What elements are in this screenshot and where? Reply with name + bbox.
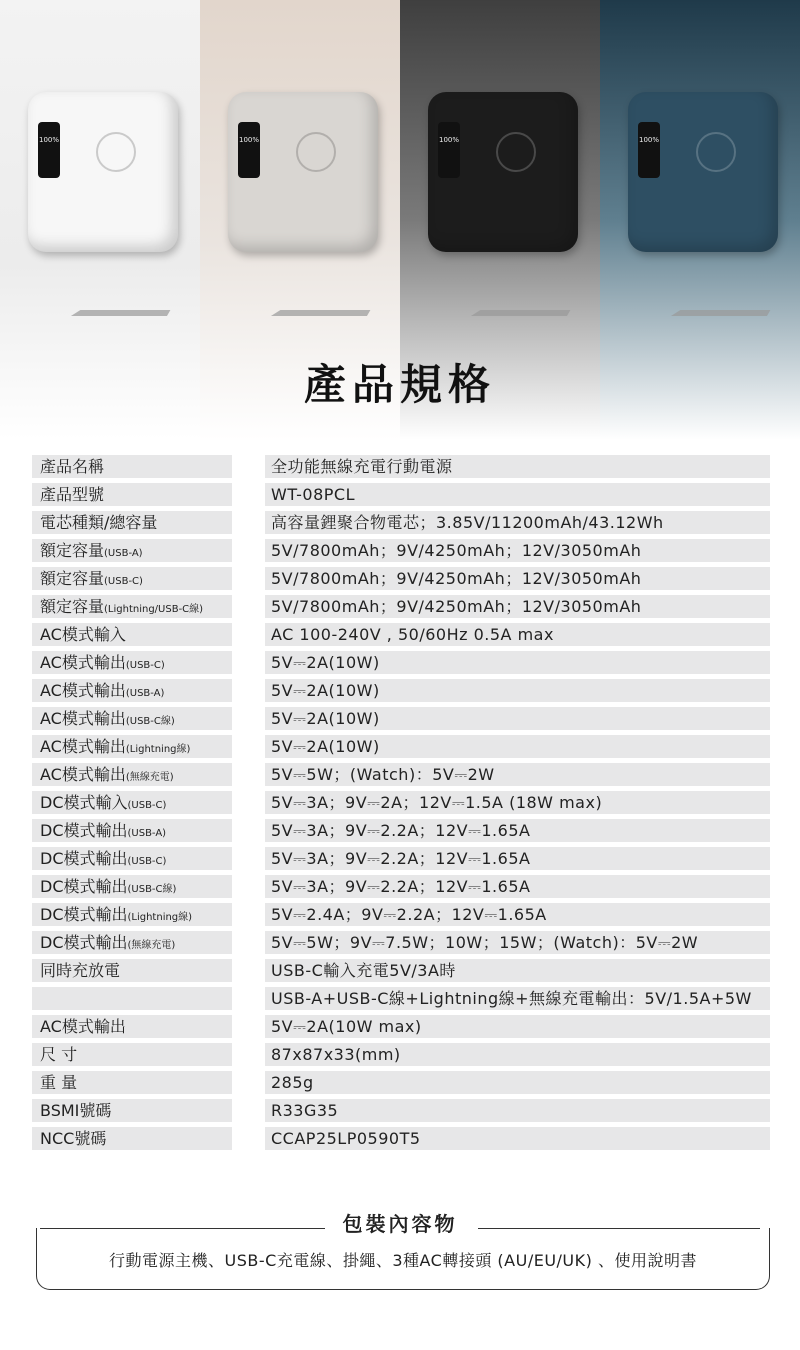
spec-label: DC模式輸入 bbox=[40, 793, 128, 812]
spec-value: 全功能無線充電行動電源 bbox=[265, 455, 770, 478]
spec-gap bbox=[232, 1099, 265, 1122]
spec-label-cell bbox=[32, 735, 232, 758]
spec-gap bbox=[232, 455, 265, 478]
spec-label: 同時充放電 bbox=[40, 961, 121, 980]
spec-label: BSMI號碼 bbox=[40, 1101, 112, 1120]
spec-value: 5V⎓2.4A；9V⎓2.2A；12V⎓1.65A bbox=[265, 903, 770, 926]
spec-row bbox=[32, 903, 770, 926]
spec-row bbox=[32, 1099, 770, 1122]
spec-label-cell bbox=[32, 903, 232, 926]
spec-label-sub: (無線充電) bbox=[125, 772, 174, 783]
spec-label: 額定容量 bbox=[40, 569, 105, 588]
spec-label-cell bbox=[32, 539, 232, 562]
spec-row bbox=[32, 735, 770, 758]
spec-label-cell bbox=[32, 959, 232, 982]
spec-value: 5V⎓3A；9V⎓2A；12V⎓1.5A (18W max) bbox=[265, 791, 770, 814]
spec-label-cell bbox=[32, 931, 232, 954]
spec-value: 87x87x33(mm) bbox=[265, 1043, 770, 1066]
spec-label: DC模式輸出 bbox=[40, 905, 128, 924]
spec-label: DC模式輸出 bbox=[40, 821, 128, 840]
spec-label-sub: (USB-A) bbox=[104, 548, 143, 559]
spec-gap bbox=[232, 511, 265, 534]
spec-label-cell bbox=[32, 483, 232, 506]
spec-value: 5V⎓2A(10W max) bbox=[265, 1015, 770, 1038]
spec-label: 尺 寸 bbox=[40, 1045, 78, 1064]
spec-row bbox=[32, 511, 770, 534]
spec-row bbox=[32, 959, 770, 982]
spec-value: 5V/7800mAh；9V/4250mAh；12V/3050mAh bbox=[265, 567, 770, 590]
spec-value: 5V/7800mAh；9V/4250mAh；12V/3050mAh bbox=[265, 595, 770, 618]
power-bank-image-black bbox=[428, 92, 578, 252]
spec-gap bbox=[232, 987, 265, 1010]
spec-label: 重 量 bbox=[40, 1073, 78, 1092]
spec-label: AC模式輸出 bbox=[40, 653, 126, 672]
spec-value: R33G35 bbox=[265, 1099, 770, 1122]
spec-label-cell bbox=[32, 623, 232, 646]
spec-value: 5V⎓2A(10W) bbox=[265, 707, 770, 730]
spec-label: 額定容量 bbox=[40, 597, 105, 616]
spec-value: 5V⎓5W；(Watch)：5V⎓2W bbox=[265, 763, 770, 786]
spec-label-cell bbox=[32, 707, 232, 730]
spec-gap bbox=[232, 763, 265, 786]
spec-label-cell bbox=[32, 791, 232, 814]
spec-value: USB-A+USB-C線+Lightning線+無線充電輸出：5V/1.5A+5W bbox=[265, 987, 770, 1010]
spec-gap bbox=[232, 1127, 265, 1150]
spec-label: 電芯種類/總容量 bbox=[40, 513, 158, 532]
spec-gap bbox=[232, 959, 265, 982]
spec-label-cell bbox=[32, 651, 232, 674]
spec-label-cell bbox=[32, 455, 232, 478]
spec-gap bbox=[232, 539, 265, 562]
spec-gap bbox=[232, 791, 265, 814]
spec-gap bbox=[232, 1043, 265, 1066]
spec-row bbox=[32, 875, 770, 898]
spec-gap bbox=[232, 847, 265, 870]
spec-value: 高容量鋰聚合物電芯；3.85V/11200mAh/43.12Wh bbox=[265, 511, 770, 534]
spec-row bbox=[32, 1015, 770, 1038]
spec-label-sub: (USB-C線) bbox=[125, 716, 175, 727]
spec-gap bbox=[232, 735, 265, 758]
spec-label-cell bbox=[32, 847, 232, 870]
spec-row bbox=[32, 707, 770, 730]
spec-row bbox=[32, 539, 770, 562]
spec-gap bbox=[232, 595, 265, 618]
battery-display: 100% bbox=[38, 122, 60, 178]
spec-label-sub: (Lightning線) bbox=[127, 912, 193, 923]
spec-gap bbox=[232, 623, 265, 646]
page-title: 產品規格 bbox=[303, 360, 496, 409]
spec-gap bbox=[232, 931, 265, 954]
spec-row bbox=[32, 455, 770, 478]
spec-value: WT-08PCL bbox=[265, 483, 770, 506]
spec-gap bbox=[232, 483, 265, 506]
spec-label-cell bbox=[32, 819, 232, 842]
spec-row bbox=[32, 847, 770, 870]
spec-value: USB-C輸入充電5V/3A時 bbox=[265, 959, 770, 982]
spec-label-cell bbox=[32, 1099, 232, 1122]
spec-label: AC模式輸出 bbox=[40, 681, 126, 700]
spec-label: 產品型號 bbox=[40, 485, 105, 504]
spec-label-cell bbox=[32, 1015, 232, 1038]
battery-display: 100% bbox=[238, 122, 260, 178]
spec-label-cell bbox=[32, 875, 232, 898]
wireless-charger-icon bbox=[696, 132, 736, 172]
cable-image bbox=[71, 250, 205, 316]
spec-value: 5V⎓2A(10W) bbox=[265, 735, 770, 758]
spec-gap bbox=[232, 1071, 265, 1094]
spec-label-sub: (USB-A) bbox=[127, 828, 167, 839]
spec-value: 5V/7800mAh；9V/4250mAh；12V/3050mAh bbox=[265, 539, 770, 562]
cable-image bbox=[671, 250, 800, 316]
power-bank-image-blue bbox=[628, 92, 778, 252]
package-title: 包裝內容物 bbox=[342, 1212, 458, 1236]
spec-label-sub: (USB-A) bbox=[125, 688, 165, 699]
spec-label-sub: (無線充電) bbox=[127, 940, 176, 951]
spec-value: AC 100-240V , 50/60Hz 0.5A max bbox=[265, 623, 770, 646]
spec-label-sub: (USB-C) bbox=[125, 660, 165, 671]
spec-label: AC模式輸出 bbox=[40, 1017, 126, 1036]
spec-label: DC模式輸出 bbox=[40, 933, 128, 952]
spec-gap bbox=[232, 1015, 265, 1038]
spec-row bbox=[32, 1127, 770, 1150]
spec-row bbox=[32, 1071, 770, 1094]
spec-gap bbox=[232, 707, 265, 730]
spec-label-cell bbox=[32, 679, 232, 702]
spec-row bbox=[32, 679, 770, 702]
spec-row bbox=[32, 595, 770, 618]
spec-label: 額定容量 bbox=[40, 541, 105, 560]
spec-label-sub: (USB-C) bbox=[127, 856, 167, 867]
spec-row bbox=[32, 1043, 770, 1066]
spec-row bbox=[32, 623, 770, 646]
spec-value: 5V⎓2A(10W) bbox=[265, 651, 770, 674]
spec-label: NCC號碼 bbox=[40, 1129, 107, 1148]
spec-value: 5V⎓3A；9V⎓2.2A；12V⎓1.65A bbox=[265, 847, 770, 870]
spec-gap bbox=[232, 651, 265, 674]
spec-label: AC模式輸出 bbox=[40, 709, 126, 728]
power-bank-image-grey bbox=[228, 92, 378, 252]
spec-gap bbox=[232, 875, 265, 898]
power-bank-image-white bbox=[28, 92, 178, 252]
spec-row bbox=[32, 819, 770, 842]
spec-label-cell bbox=[32, 567, 232, 590]
spec-row bbox=[32, 763, 770, 786]
spec-label-cell bbox=[32, 511, 232, 534]
spec-label-sub: (Lightning/USB-C線) bbox=[104, 604, 204, 615]
spec-row bbox=[32, 987, 770, 1010]
spec-table bbox=[32, 455, 770, 1155]
spec-label-cell bbox=[32, 595, 232, 618]
spec-label: 產品名稱 bbox=[40, 457, 105, 476]
spec-label-sub: (Lightning線) bbox=[125, 744, 191, 755]
spec-row bbox=[32, 483, 770, 506]
spec-value: 5V⎓5W；9V⎓7.5W；10W；15W；(Watch)：5V⎓2W bbox=[265, 931, 770, 954]
spec-label-cell bbox=[32, 987, 232, 1010]
spec-label-cell bbox=[32, 1127, 232, 1150]
spec-label-sub: (USB-C線) bbox=[127, 884, 177, 895]
spec-value: 5V⎓3A；9V⎓2.2A；12V⎓1.65A bbox=[265, 875, 770, 898]
spec-label-sub: (USB-C) bbox=[104, 576, 143, 587]
wireless-charger-icon bbox=[96, 132, 136, 172]
spec-gap bbox=[232, 567, 265, 590]
spec-value: 5V⎓3A；9V⎓2.2A；12V⎓1.65A bbox=[265, 819, 770, 842]
spec-gap bbox=[232, 903, 265, 926]
spec-row bbox=[32, 791, 770, 814]
wireless-charger-icon bbox=[496, 132, 536, 172]
cable-image bbox=[271, 250, 405, 316]
spec-row bbox=[32, 651, 770, 674]
spec-value: 285g bbox=[265, 1071, 770, 1094]
spec-label-sub: (USB-C) bbox=[127, 800, 167, 811]
spec-value: 5V⎓2A(10W) bbox=[265, 679, 770, 702]
spec-label: AC模式輸入 bbox=[40, 625, 126, 644]
cable-image bbox=[471, 250, 605, 316]
spec-label: AC模式輸出 bbox=[40, 765, 126, 784]
battery-display: 100% bbox=[638, 122, 660, 178]
spec-label: DC模式輸出 bbox=[40, 877, 128, 896]
spec-label-cell bbox=[32, 763, 232, 786]
wireless-charger-icon bbox=[296, 132, 336, 172]
spec-label: DC模式輸出 bbox=[40, 849, 128, 868]
spec-label-cell bbox=[32, 1071, 232, 1094]
spec-label-cell bbox=[32, 1043, 232, 1066]
spec-gap bbox=[232, 679, 265, 702]
spec-gap bbox=[232, 819, 265, 842]
spec-label: AC模式輸出 bbox=[40, 737, 126, 756]
battery-display: 100% bbox=[438, 122, 460, 178]
spec-row bbox=[32, 567, 770, 590]
package-contents: 行動電源主機、USB-C充電線、掛繩、3種AC轉接頭 (AU/EU/UK) 、使用說明書 bbox=[109, 1251, 697, 1270]
spec-value: CCAP25LP0590T5 bbox=[265, 1127, 770, 1150]
spec-row bbox=[32, 931, 770, 954]
